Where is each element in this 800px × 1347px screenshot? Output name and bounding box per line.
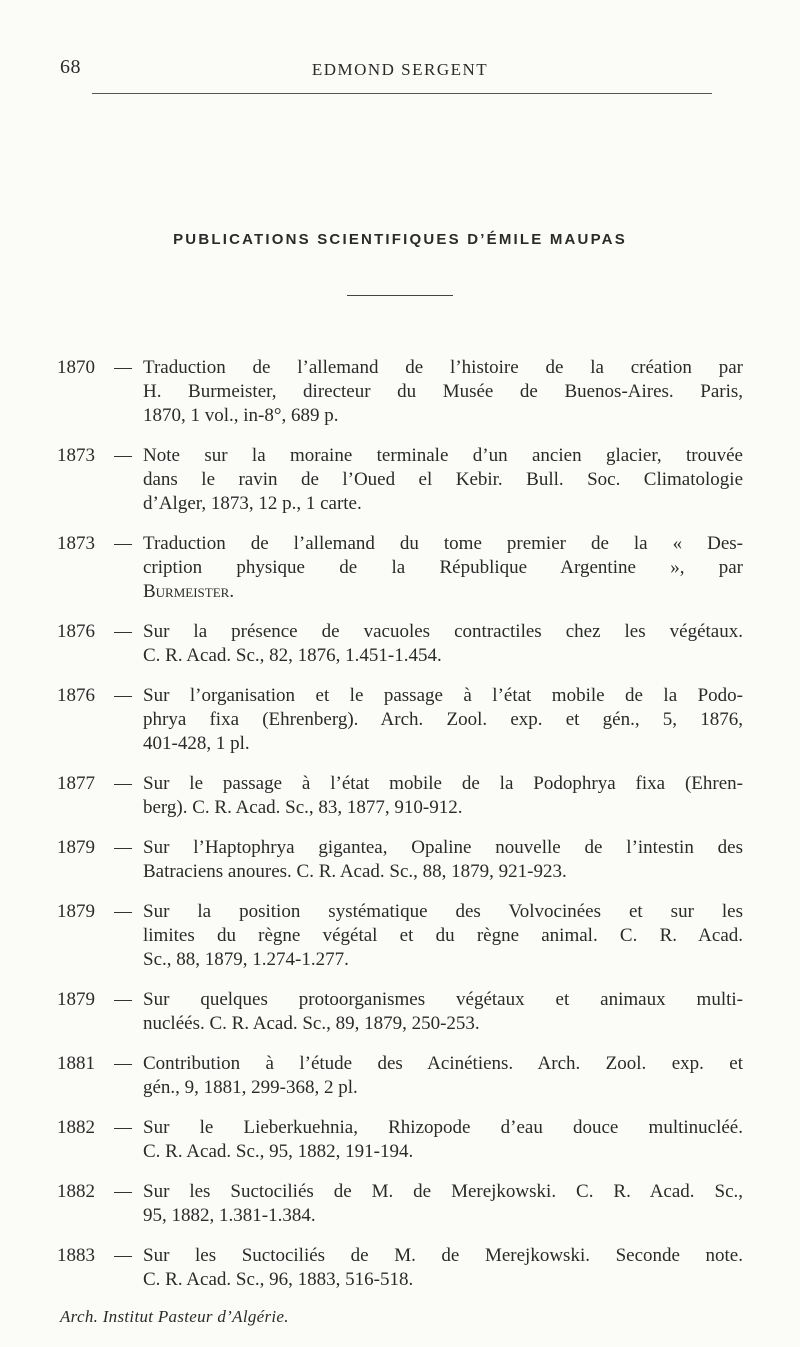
publication-year: 1873 <box>57 533 95 554</box>
publication-text <box>143 988 743 1036</box>
text-line: C. R. Acad. Sc., 96, 1883, 516-518. <box>143 1269 414 1290</box>
text-line: Sur quelques protoorganismes végétaux et animaux multi- <box>143 989 743 1010</box>
text-line: Sur les Suctociliés de M. de Merejkowski. Seconde note. <box>143 1245 743 1266</box>
text-line: Sur l’Haptophrya gigantea, Opaline nouvelle de l’intestin des <box>143 837 743 858</box>
text-line: Sur la position systématique des Volvocinées et sur les <box>143 901 743 922</box>
text-line: phrya fixa (Ehrenberg). Arch. Zool. exp. et gén., 5, 1876, <box>143 709 743 730</box>
publication-year: 1876 <box>57 685 95 706</box>
publication-text <box>143 356 743 428</box>
em-dash <box>114 1192 132 1193</box>
publication-year: 1881 <box>57 1053 95 1074</box>
publication-text <box>143 1116 743 1164</box>
em-dash <box>114 1256 132 1257</box>
text-line: berg). C. R. Acad. Sc., 83, 1877, 910-912. <box>143 797 463 818</box>
text-line: 1870, 1 vol., in-8°, 689 p. <box>143 405 339 426</box>
text-line: limites du règne végétal et du règne animal. C. R. Acad. <box>143 925 743 946</box>
publication-text <box>143 1180 743 1228</box>
text-line: dans le ravin de l’Oued el Kebir. Bull. Soc. Climatologie <box>143 469 743 490</box>
text-line: Sur le Lieberkuehnia, Rhizopode d’eau douce multinucléé. <box>143 1117 743 1138</box>
publication-text <box>143 532 743 604</box>
em-dash <box>114 1064 132 1065</box>
em-dash <box>114 456 132 457</box>
text-line: Sur la présence de vacuoles contractiles chez les végétaux. <box>143 621 743 642</box>
section-title: PUBLICATIONS SCIENTIFIQUES D’ÉMILE MAUPAS <box>173 231 627 248</box>
publication-year: 1870 <box>57 357 95 378</box>
text-line: cription physique de la République Argentine », par <box>143 557 743 578</box>
publication-text <box>143 1052 743 1100</box>
page-number: 68 <box>60 56 81 78</box>
text-line: H. Burmeister, directeur du Musée de Buenos-Aires. Paris, <box>143 381 743 402</box>
publication-text <box>143 684 743 756</box>
text-line: C. R. Acad. Sc., 82, 1876, 1.451-1.454. <box>143 645 442 666</box>
publication-year: 1873 <box>57 445 95 466</box>
text-line: Batraciens anoures. C. R. Acad. Sc., 88, 1879, 921-923. <box>143 861 567 882</box>
publication-year: 1876 <box>57 621 95 642</box>
text-line: C. R. Acad. Sc., 95, 1882, 191-194. <box>143 1141 414 1162</box>
em-dash <box>114 1000 132 1001</box>
em-dash <box>114 696 132 697</box>
text-line: gén., 9, 1881, 299-368, 2 pl. <box>143 1077 358 1098</box>
em-dash <box>114 544 132 545</box>
publication-year: 1879 <box>57 901 95 922</box>
em-dash <box>114 784 132 785</box>
em-dash <box>114 848 132 849</box>
text-line: Traduction de l’allemand du tome premier de la « Des- <box>143 533 743 554</box>
publication-year: 1882 <box>57 1117 95 1138</box>
running-head: EDMOND SERGENT <box>311 60 489 79</box>
publication-text <box>143 772 743 820</box>
text-line: Burmeister. <box>143 581 235 602</box>
publication-year: 1879 <box>57 837 95 858</box>
publication-year: 1877 <box>57 773 95 794</box>
text-line: Contribution à l’étude des Acinétiens. Arch. Zool. exp. et <box>143 1053 743 1074</box>
text-line: Sur l’organisation et le passage à l’état mobile de la Podo- <box>143 685 743 706</box>
text-line: Traduction de l’allemand de l’histoire de la création par <box>143 357 743 378</box>
text-line: Sur les Suctociliés de M. de Merejkowski. C. R. Acad. Sc., <box>143 1181 743 1202</box>
footer-text: Arch. Institut Pasteur d’Algérie. <box>60 1307 289 1326</box>
publication-year: 1882 <box>57 1181 95 1202</box>
text-line: 95, 1882, 1.381-1.384. <box>143 1205 316 1226</box>
text-line: nucléés. C. R. Acad. Sc., 89, 1879, 250-253. <box>143 1013 480 1034</box>
publication-year: 1883 <box>57 1245 95 1266</box>
text-line: d’Alger, 1873, 12 p., 1 carte. <box>143 493 362 514</box>
em-dash <box>114 912 132 913</box>
em-dash <box>114 1128 132 1129</box>
text-line: Sur le passage à l’état mobile de la Podophrya fixa (Ehren- <box>143 773 743 794</box>
publication-year: 1879 <box>57 989 95 1010</box>
publication-text <box>143 1244 743 1292</box>
em-dash <box>114 632 132 633</box>
publication-text <box>143 900 743 972</box>
publication-text <box>143 620 743 668</box>
publication-text <box>143 836 743 884</box>
publication-text <box>143 444 743 516</box>
em-dash <box>114 368 132 369</box>
text-line: 401-428, 1 pl. <box>143 733 250 754</box>
text-line: Note sur la moraine terminale d’un ancien glacier, trouvée <box>143 445 743 466</box>
text-line: Sc., 88, 1879, 1.274-1.277. <box>143 949 349 970</box>
